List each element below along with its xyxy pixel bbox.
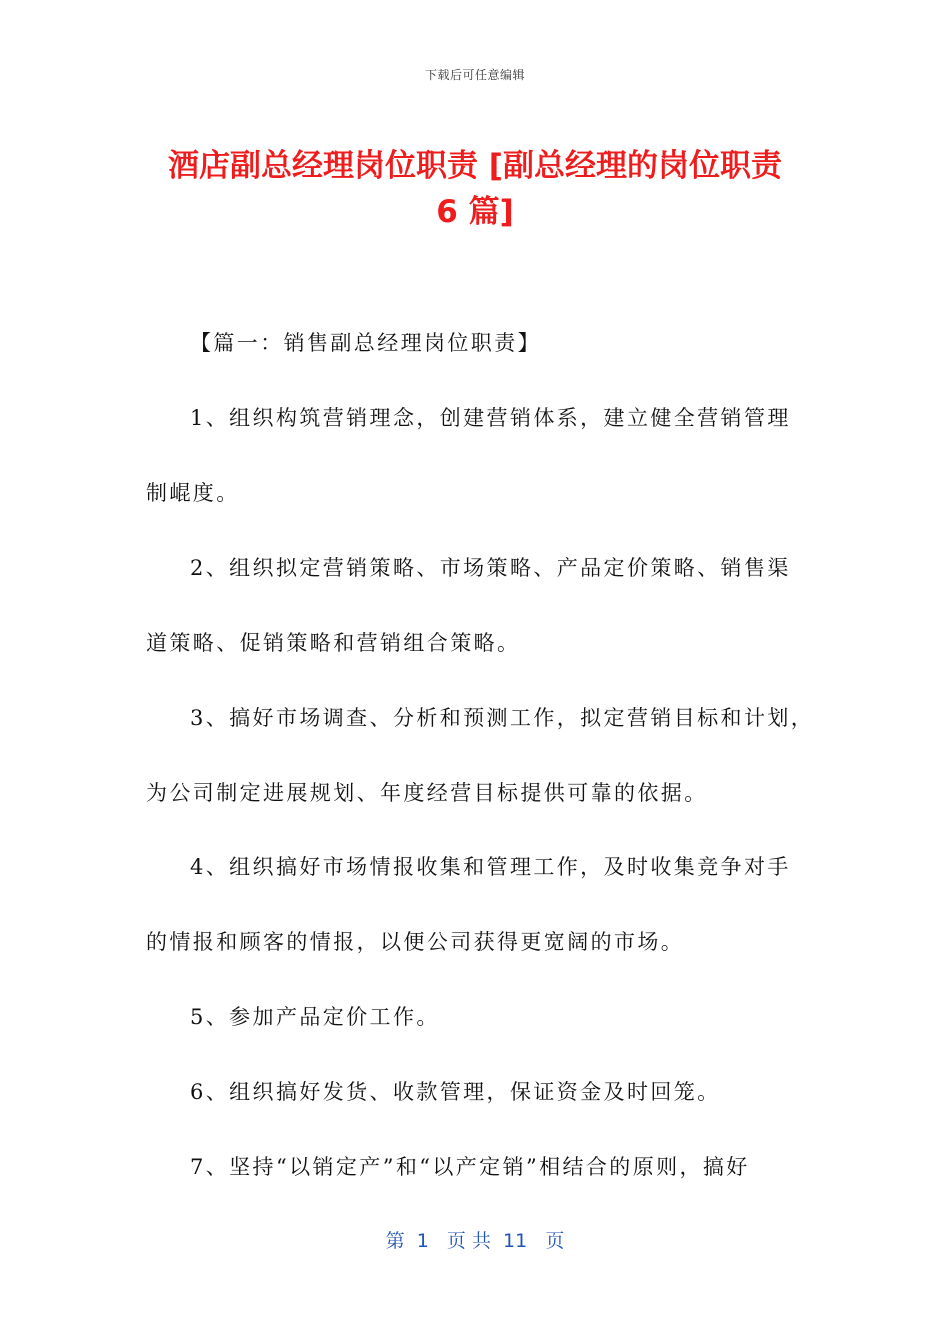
section-heading: 【篇一：销售副总经理岗位职责】 xyxy=(190,331,541,355)
item-1-line-1: 1、组织构筑营销理念，创建营销体系，建立健全营销管理 xyxy=(190,406,791,430)
title-line-2: 6 篇] xyxy=(436,194,514,230)
item-4-line-2: 的情报和顾客的情报，以便公司获得更宽阔的市场。 xyxy=(146,930,685,954)
item-2-line-2: 道策略、促销策略和营销组合策略。 xyxy=(146,631,521,655)
item-3-line-2: 为公司制定进展规划、年度经营目标提供可靠的依据。 xyxy=(146,781,708,805)
page-number: 第 1 页 共 11 页 xyxy=(385,1230,565,1252)
title-line-1: 酒店副总经理岗位职责 [副总经理的岗位职责 xyxy=(168,148,782,184)
item-2-line-1: 2、组织拟定营销策略、市场策略、产品定价策略、销售渠 xyxy=(190,556,791,580)
item-4-line-1: 4、组织搞好市场情报收集和管理工作，及时收集竞争对手 xyxy=(190,855,791,879)
header-note: 下载后可任意编辑 xyxy=(424,68,525,82)
item-5: 5、参加产品定价工作。 xyxy=(190,1005,440,1029)
document-title xyxy=(130,143,820,235)
item-6: 6、组织搞好发货、收款管理，保证资金及时回笼。 xyxy=(190,1080,721,1104)
item-1-line-2: 制崐度。 xyxy=(146,481,240,505)
item-3-line-1: 3、搞好市场调查、分析和预测工作，拟定营销目标和计划， xyxy=(190,706,815,730)
item-7-line-1: 7、坚持“以销定产”和“以产定销”相结合的原则，搞好 xyxy=(190,1155,750,1179)
